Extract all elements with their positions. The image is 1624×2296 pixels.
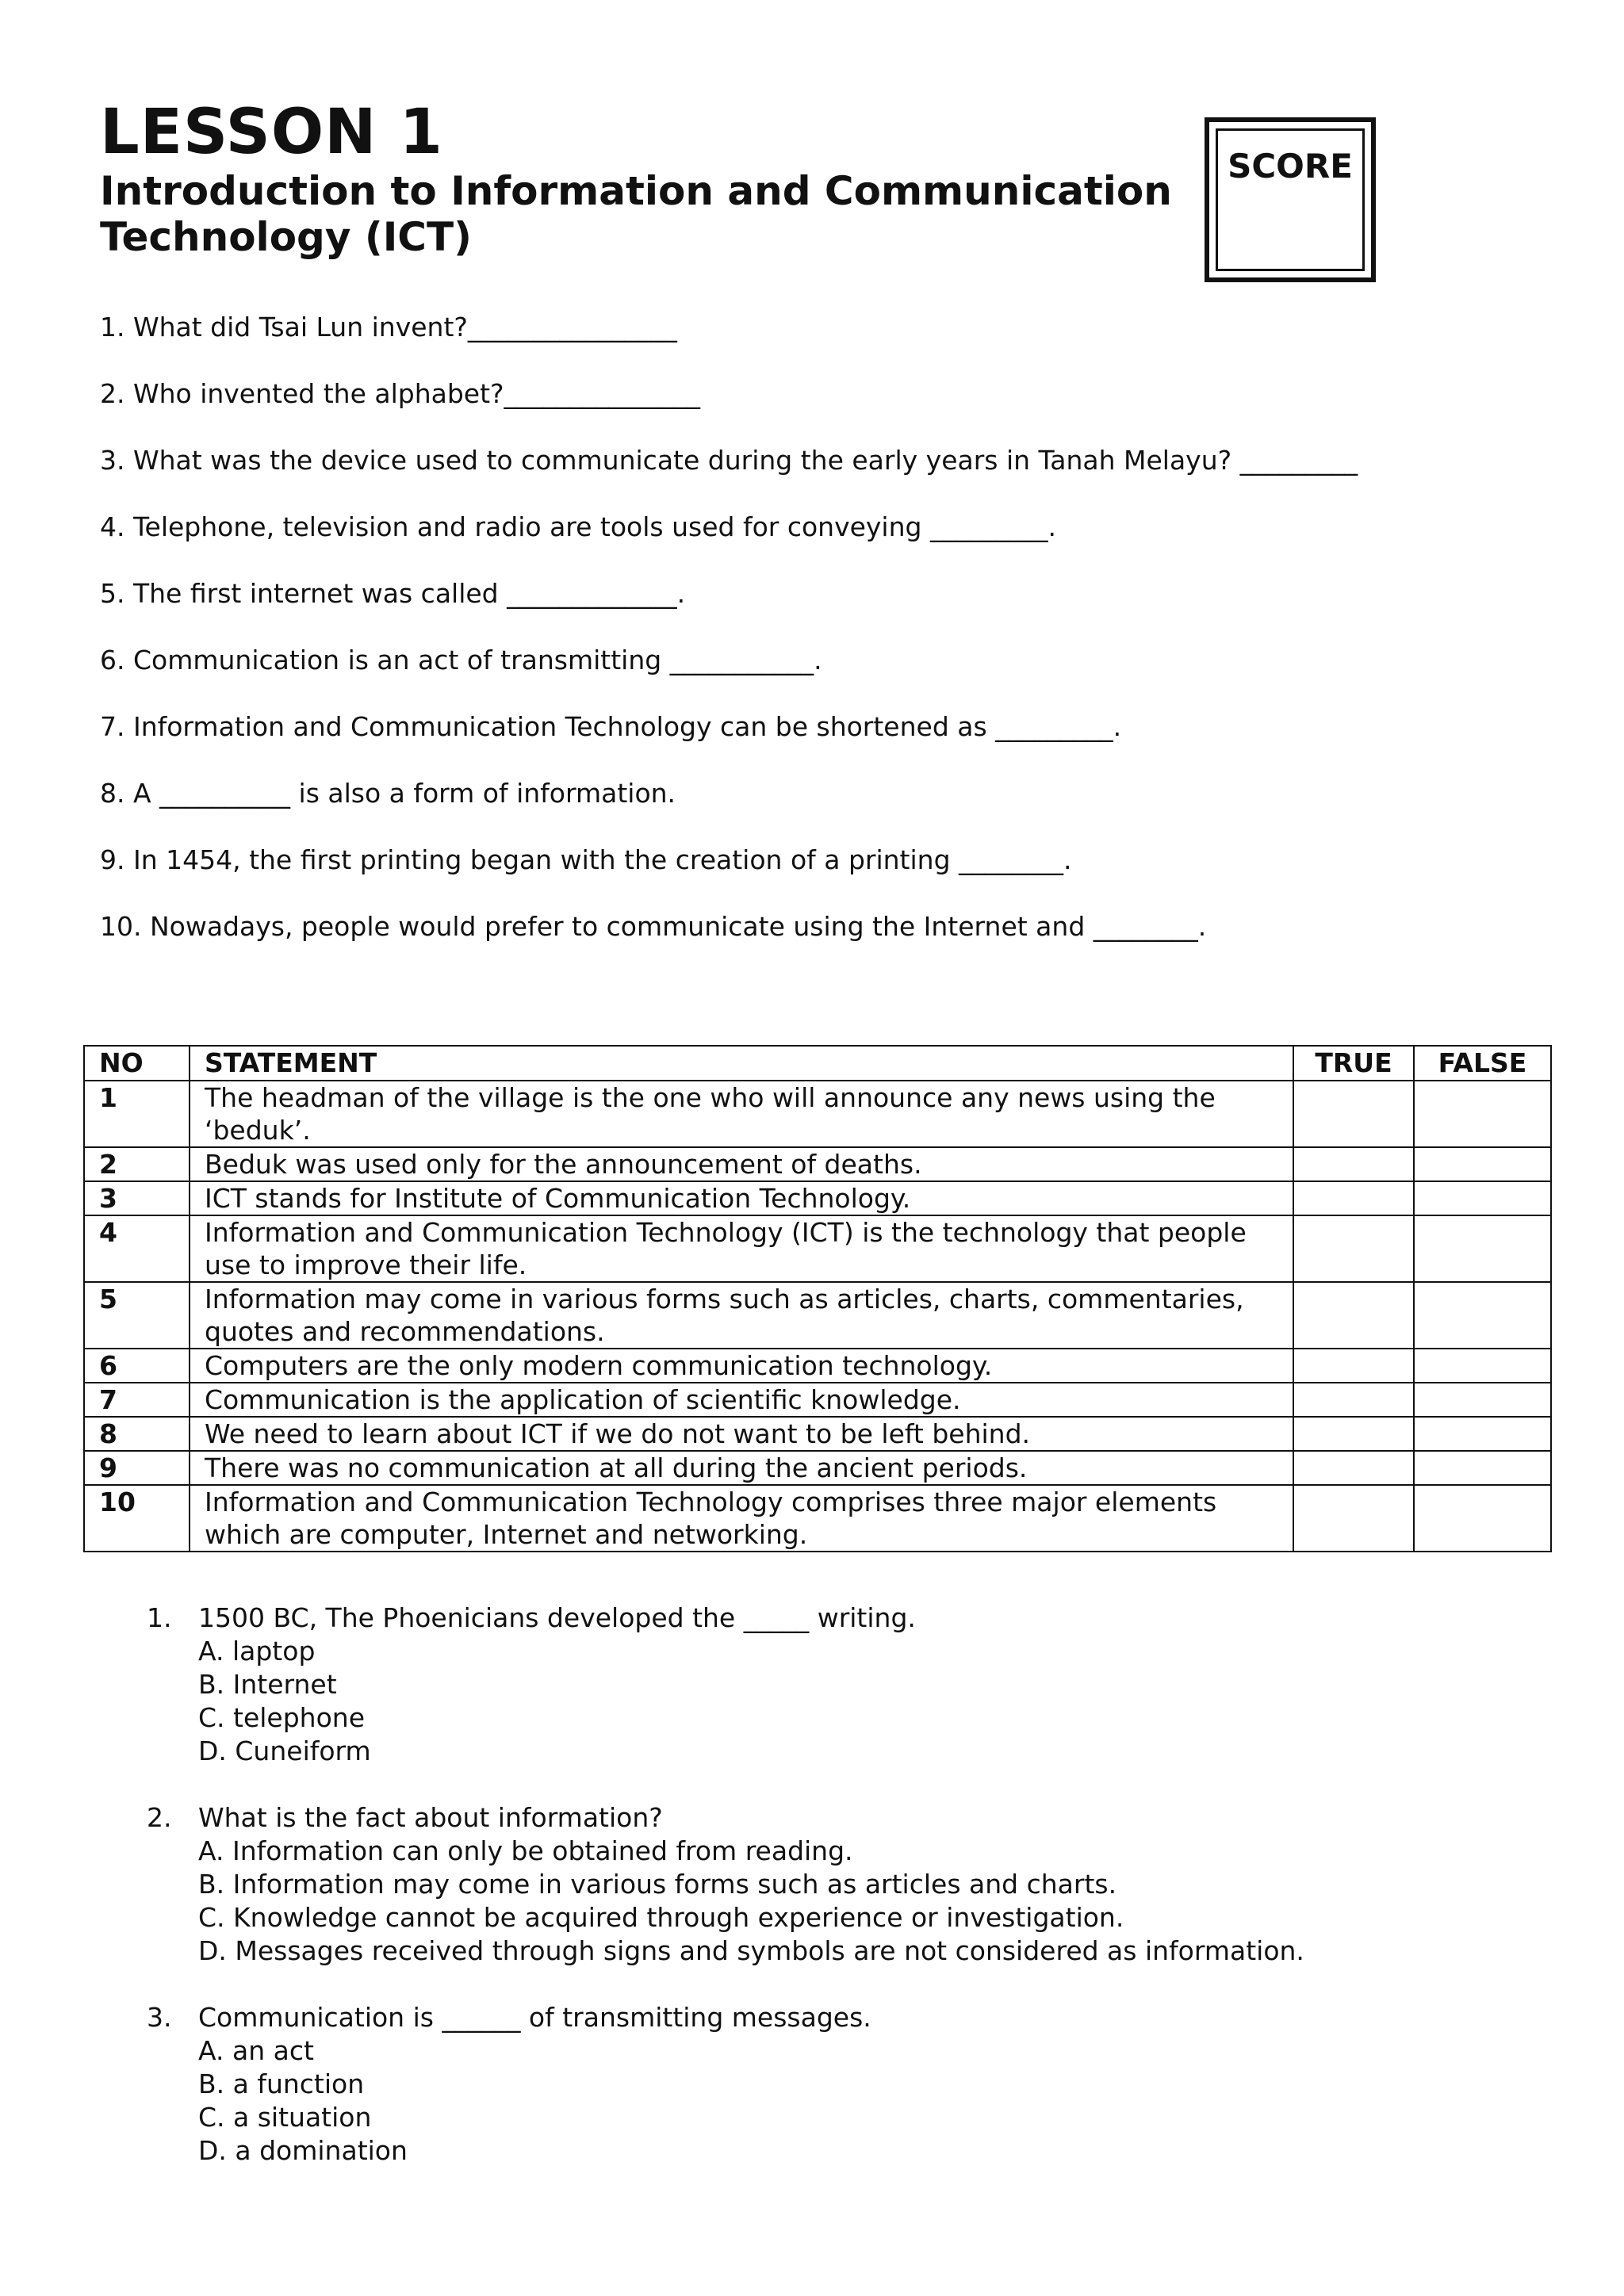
mcq-question (147, 1801, 1558, 1968)
row-number: 4 (84, 1215, 190, 1282)
row-number: 3 (84, 1181, 190, 1215)
header-true: TRUE (1293, 1046, 1414, 1081)
score-box-inner (1216, 128, 1365, 271)
answer-option: D. a domination (198, 2135, 408, 2166)
fill-in-question: 7. Information and Communication Technology can be shortened as _________. (100, 711, 1122, 742)
row-statement: There was no communication at all during the ancient periods. (190, 1451, 1293, 1485)
false-answer-cell[interactable] (1414, 1181, 1551, 1215)
answer-option: D. Messages received through signs and symbols are not considered as information. (198, 1935, 1304, 1966)
table-row (84, 1147, 1551, 1181)
answer-option: B. a function (198, 2068, 365, 2099)
true-answer-cell[interactable] (1293, 1081, 1414, 1147)
row-statement: Computers are the only modern communication technology. (190, 1349, 1293, 1383)
row-statement: Information may come in various forms such as articles, charts, commentaries, quotes and recommendations. (190, 1282, 1293, 1349)
true-answer-cell[interactable] (1293, 1417, 1414, 1451)
false-answer-cell[interactable] (1414, 1451, 1551, 1485)
answer-option: A. an act (198, 2035, 314, 2066)
answer-option: C. a situation (198, 2102, 372, 2133)
question-text: 1500 BC, The Phoenicians developed the _____ writing. (198, 1602, 916, 1633)
fill-in-question: 10. Nowadays, people would prefer to communicate using the Internet and ________. (100, 911, 1207, 942)
false-answer-cell[interactable] (1414, 1215, 1551, 1282)
row-statement: ICT stands for Institute of Communication Technology. (190, 1181, 1293, 1215)
answer-option: A. laptop (198, 1636, 316, 1667)
table-row (84, 1417, 1551, 1451)
true-answer-cell[interactable] (1293, 1451, 1414, 1485)
row-statement: The headman of the village is the one who will announce any news using the ‘beduk’. (190, 1081, 1293, 1147)
row-number: 9 (84, 1451, 190, 1485)
mcq-question (147, 2001, 1558, 2168)
score-label: SCORE (1228, 147, 1353, 186)
question-text: Communication is ______ of transmitting messages. (198, 2002, 871, 2033)
fill-in-question: 6. Communication is an act of transmitting ___________. (100, 645, 822, 675)
row-number: 10 (84, 1485, 190, 1552)
score-box (1205, 117, 1376, 282)
false-answer-cell[interactable] (1414, 1349, 1551, 1383)
answer-options (147, 1835, 1558, 1968)
true-false-table (83, 1045, 1552, 1552)
fill-in-question: 2. Who invented the alphabet?_______________ (100, 378, 701, 409)
row-number: 6 (84, 1349, 190, 1383)
fill-in-question: 4. Telephone, television and radio are tools used for conveying _________. (100, 511, 1056, 542)
true-answer-cell[interactable] (1293, 1282, 1414, 1349)
row-statement: Communication is the application of scientific knowledge. (190, 1383, 1293, 1417)
answer-option: C. telephone (198, 1702, 366, 1733)
false-answer-cell[interactable] (1414, 1081, 1551, 1147)
answer-option: B. Information may come in various forms such as articles and charts. (198, 1869, 1117, 1900)
fill-in-question: 8. A __________ is also a form of information. (100, 778, 676, 809)
answer-option: D. Cuneiform (198, 1735, 371, 1766)
answer-option: C. Knowledge cannot be acquired through experience or investigation. (198, 1902, 1124, 1933)
table-row (84, 1451, 1551, 1485)
row-number: 1 (84, 1081, 190, 1147)
fill-in-question: 1. What did Tsai Lun invent?________________ (100, 312, 677, 342)
multiple-choice-section (147, 1601, 1558, 2201)
row-number: 2 (84, 1147, 190, 1181)
mcq-question (147, 1601, 1558, 1768)
false-answer-cell[interactable] (1414, 1147, 1551, 1181)
answer-option: B. Internet (198, 1669, 337, 1700)
table-row (84, 1081, 1551, 1147)
question-number: 1. (147, 1602, 172, 1633)
row-statement: Beduk was used only for the announcement of deaths. (190, 1147, 1293, 1181)
header-statement: STATEMENT (190, 1046, 1293, 1081)
row-statement: We need to learn about ICT if we do not want to be left behind. (190, 1417, 1293, 1451)
row-number: 7 (84, 1383, 190, 1417)
row-statement: Information and Communication Technology comprises three major elements which are computer, Internet and networking. (190, 1485, 1293, 1552)
true-answer-cell[interactable] (1293, 1383, 1414, 1417)
true-answer-cell[interactable] (1293, 1349, 1414, 1383)
question-number: 3. (147, 2002, 172, 2033)
true-answer-cell[interactable] (1293, 1485, 1414, 1552)
table-row (84, 1282, 1551, 1349)
table-header-row (84, 1046, 1551, 1081)
row-number: 5 (84, 1282, 190, 1349)
false-answer-cell[interactable] (1414, 1485, 1551, 1552)
fill-in-question: 3. What was the device used to communicate during the early years in Tanah Melayu? _________ (100, 445, 1358, 476)
false-answer-cell[interactable] (1414, 1282, 1551, 1349)
true-answer-cell[interactable] (1293, 1181, 1414, 1215)
question-text: What is the fact about information? (198, 1802, 663, 1833)
false-answer-cell[interactable] (1414, 1417, 1551, 1451)
table-row (84, 1485, 1551, 1552)
table-row (84, 1181, 1551, 1215)
header-false: FALSE (1414, 1046, 1551, 1081)
lesson-title: LESSON 1 (100, 97, 443, 168)
row-number: 8 (84, 1417, 190, 1451)
false-answer-cell[interactable] (1414, 1383, 1551, 1417)
answer-options (147, 2034, 1558, 2168)
row-statement: Information and Communication Technology (ICT) is the technology that people use to improve their life. (190, 1215, 1293, 1282)
answer-options (147, 1635, 1558, 1768)
fill-in-questions (100, 311, 1527, 977)
table-row (84, 1383, 1551, 1417)
fill-in-question: 9. In 1454, the first printing began with the creation of a printing ________. (100, 844, 1072, 875)
true-answer-cell[interactable] (1293, 1147, 1414, 1181)
question-number: 2. (147, 1802, 172, 1833)
table-row (84, 1349, 1551, 1383)
table-row (84, 1215, 1551, 1282)
fill-in-question: 5. The first internet was called _____________. (100, 578, 686, 609)
answer-option: A. Information can only be obtained from reading. (198, 1835, 853, 1866)
header-no: NO (84, 1046, 190, 1081)
true-answer-cell[interactable] (1293, 1215, 1414, 1282)
lesson-subtitle: Introduction to Information and Communication Technology (ICT) (100, 168, 1172, 260)
